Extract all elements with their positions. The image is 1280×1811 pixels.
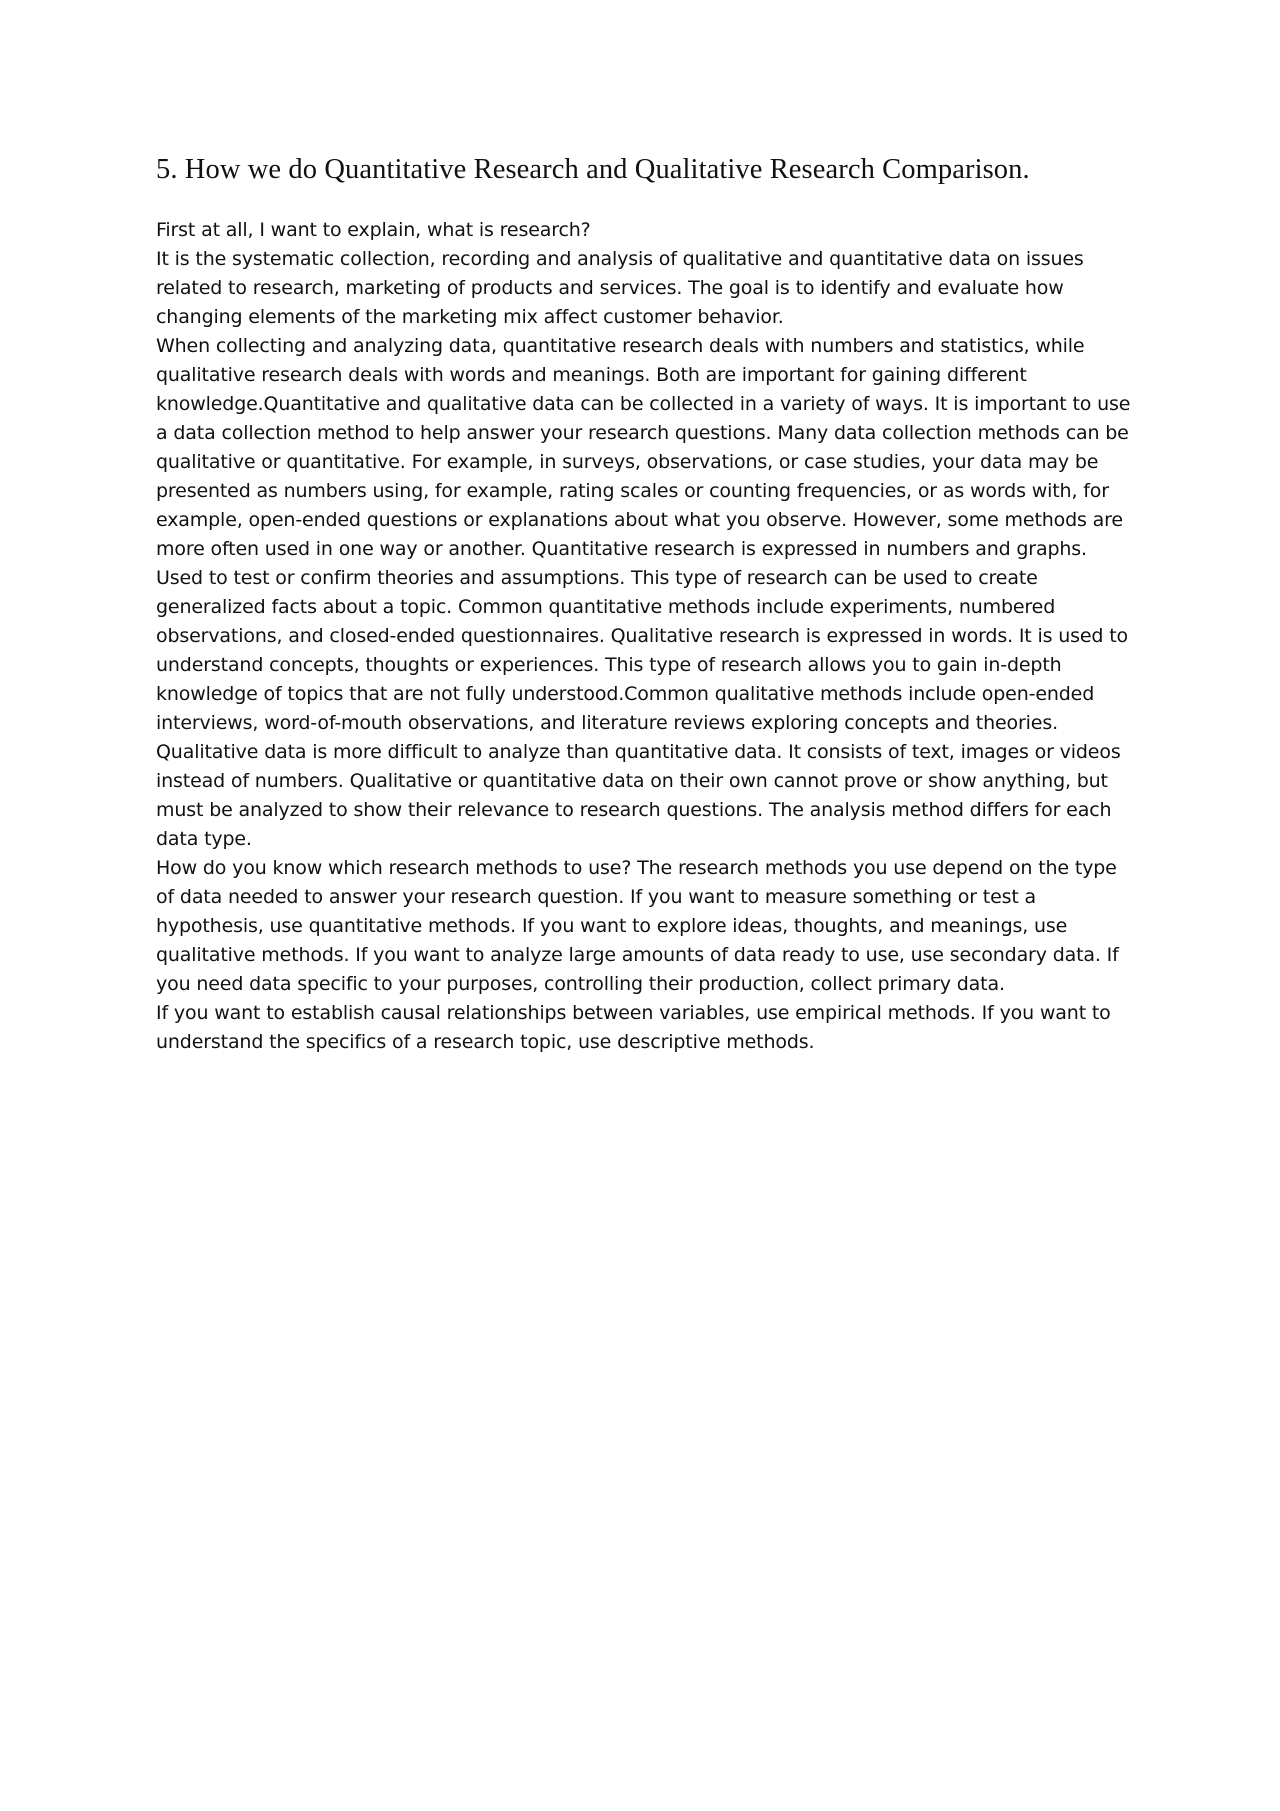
section-heading: 5. How we do Quantitative Research and Qualitative Research Comparison.	[156, 154, 1030, 185]
paragraph-research-definition: It is the systematic collection, recording and analysis of qualitative and quantitative data on issues related to research, marketing of products and services. The goal is to identify and evaluate how changing elements of the marketing mix affect customer behavior.	[156, 248, 1084, 328]
document-body	[156, 216, 1136, 1057]
paragraph-quantitative-vs-qualitative: When collecting and analyzing data, quantitative research deals with numbers and statistics, while qualitative research deals with words and meanings. Both are important for gaining different knowledge.Quantitative and qualitative data can be collected in a variety of ways. It is important to use a data collection method to help answer your research questions. Many data collection methods can be qualitative or quantitative. For example, in surveys, observations, or case studies, your data may be presented as numbers using, for example, rating scales or counting frequencies, or as words with, for example, open-ended questions or explanations about what you observe. However, some methods are more often used in one way or another. Quantitative research is expressed in numbers and graphs. Used to test or confirm theories and assumptions. This type of research can be used to create generalized facts about a topic. Common quantitative methods include experiments, numbered observations, and closed-ended questionnaires. Qualitative research is expressed in words. It is used to understand concepts, thoughts or experiences. This type of research allows you to gain in-depth knowledge of topics that are not fully understood.Common qualitative methods include open-ended interviews, word-of-mouth observations, and literature reviews exploring concepts and theories. Qualitative data is more difficult to analyze than quantitative data. It consists of text, images or videos instead of numbers. Qualitative or quantitative data on their own cannot prove or show anything, but must be analyzed to show their relevance to research questions. The analysis method differs for each data type.	[156, 335, 1131, 850]
paragraph-intro-question: First at all, I want to explain, what is research?	[156, 219, 591, 241]
document-content	[156, 150, 1136, 1057]
paragraph-causal-descriptive: If you want to establish causal relationships between variables, use empirical methods. If you want to understand the specifics of a research topic, use descriptive methods.	[156, 1002, 1111, 1053]
paragraph-choosing-methods: How do you know which research methods to use? The research methods you use depend on the type of data needed to answer your research question. If you want to measure something or test a hypothesis, use quantitative methods. If you want to explore ideas, thoughts, and meanings, use qualitative methods. If you want to analyze large amounts of data ready to use, use secondary data. If you need data specific to your purposes, controlling their production, collect primary data.	[156, 857, 1119, 995]
